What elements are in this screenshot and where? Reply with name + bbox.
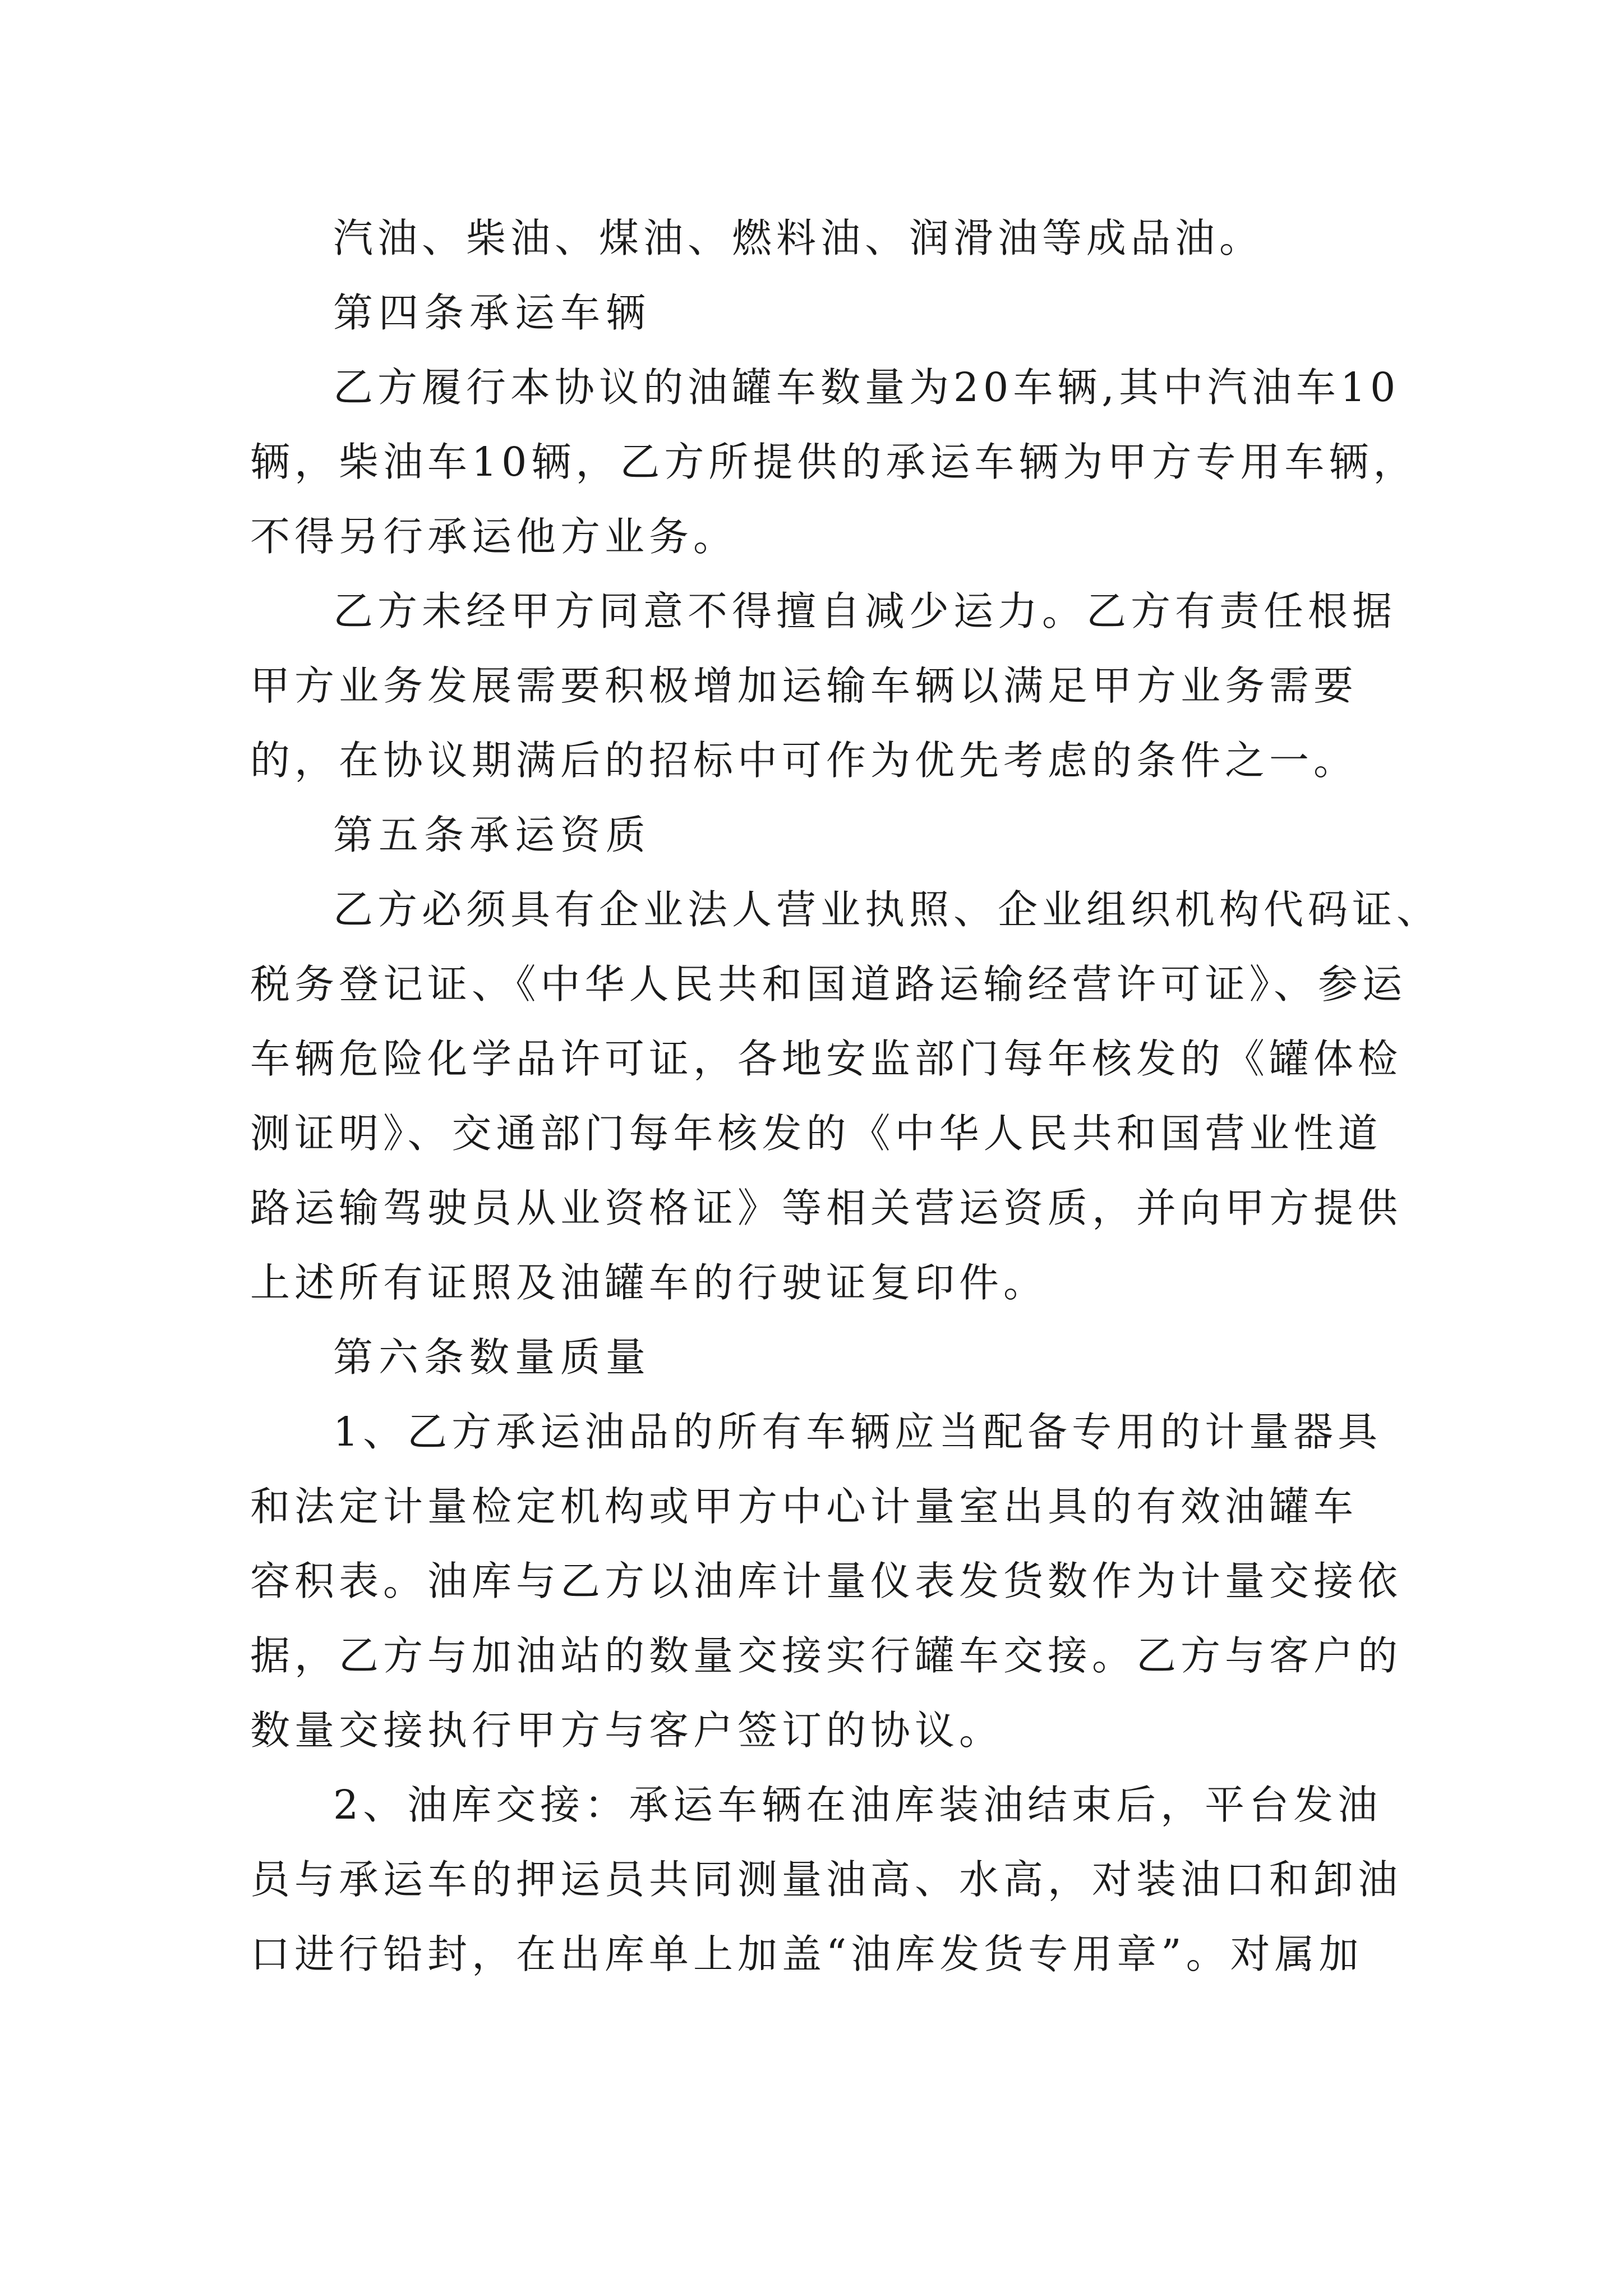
paragraph-line: 路运输驾驶员从业资格证》等相关营运资质，并向甲方提供 (250, 1185, 1403, 1231)
paragraph-line: 的，在协议期满后的招标中可作为优先考虑的条件之一。 (250, 737, 1358, 784)
paragraph-line: 2、油库交接：承运车辆在油库装油结束后，平台发油 (333, 1782, 1382, 1828)
paragraph-line: 税务登记证、《中华人民共和国道路运输经营许可证》、参运 (250, 961, 1407, 1007)
paragraph-line: 员与承运车的押运员共同测量油高、水高，对装油口和卸油 (250, 1856, 1403, 1903)
paragraph-line: 数量交接执行甲方与客户签订的协议。 (250, 1707, 1004, 1754)
paragraph-line: 容积表。油库与乙方以油库计量仪表发货数作为计量交接依 (250, 1558, 1403, 1604)
paragraph-line: 不得另行承运他方业务。 (250, 513, 738, 560)
paragraph-line: 测证明》、交通部门每年核发的《中华人民共和国营业性道 (250, 1110, 1382, 1157)
paragraph-line: 辆，柴油车10辆，乙方所提供的承运车辆为甲方专用车辆， (250, 439, 1418, 485)
paragraph-line: 甲方业务发展需要积极增加运输车辆以满足甲方业务需要 (250, 662, 1358, 709)
paragraph-line: 据，乙方与加油站的数量交接实行罐车交接。乙方与客户的 (250, 1632, 1403, 1679)
section-heading-article-6: 第六条数量质量 (333, 1334, 652, 1381)
paragraph-line: 车辆危险化学品许可证，各地安监部门每年核发的《罐体检 (250, 1036, 1403, 1082)
section-heading-article-4: 第四条承运车辆 (333, 289, 652, 336)
paragraph-line: 1、乙方承运油品的所有车辆应当配备专用的计量器具 (333, 1409, 1382, 1455)
document-body (250, 201, 1441, 1991)
paragraph-line: 口进行铅封，在出库单上加盖“油库发货专用章”。对属加 (250, 1931, 1363, 1977)
section-heading-article-5: 第五条承运资质 (333, 812, 652, 858)
paragraph-line: 乙方未经甲方同意不得擅自减少运力。乙方有责任根据 (333, 588, 1397, 634)
paragraph-line: 乙方履行本协议的油罐车数量为20车辆,其中汽油车10 (333, 364, 1400, 411)
paragraph-line: 上述所有证照及油罐车的行驶证复印件。 (250, 1259, 1048, 1306)
paragraph-line: 和法定计量检定机构或甲方中心计量室出具的有效油罐车 (250, 1483, 1358, 1530)
paragraph-line: 汽油、柴油、煤油、燃料油、润滑油等成品油。 (333, 215, 1264, 261)
paragraph-line: 乙方必须具有企业法人营业执照、企业组织机构代码证、 (333, 886, 1441, 933)
